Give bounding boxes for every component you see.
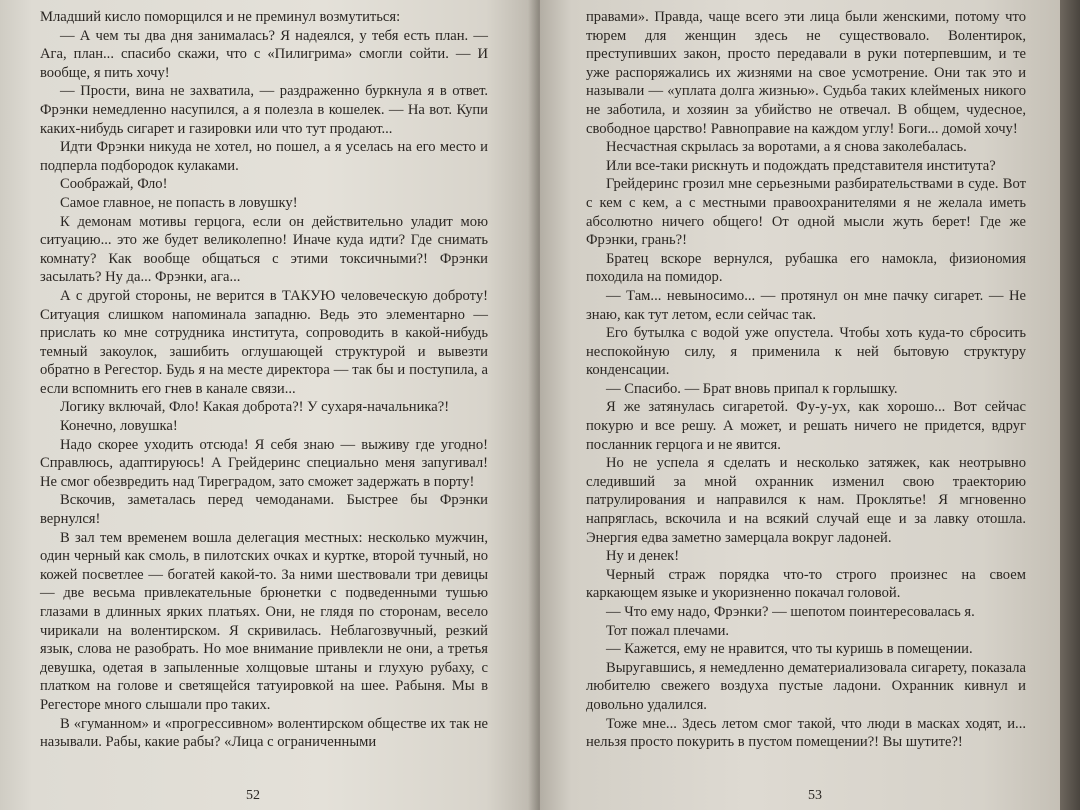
left-page-text [40,8,488,752]
paragraph: Выругавшись, я немедленно дематериализовала сигарету, показала любителю свежего воздуха пустые ладони. Охранник кивнул и довольно удалился. [586,659,1026,713]
paragraph: Конечно, ловушка! [60,418,178,435]
paragraph: Надо скорее уходить отсюда! Я себя знаю — выживу где угодно! Справлюсь, адаптируюсь! А Грейдеринс специально меня запугивал! Не смог обезвредить над Тиреградом, зато сможет задержать в порту! [40,436,488,490]
paragraph: К демонам мотивы герцога, если он действительно уладит мою ситуацию... это же будет великолепно! Иначе куда идти? Где снимать комнату? Как вообще общаться с этими токсичными?! Фрэнки засылать? Ну да... Фрэнки, ага... [40,213,488,286]
paragraph: — Прости, вина не захватила, — раздраженно буркнула я в ответ. Фрэнки немедленно насупился, а я полезла в кошелек. — На вот. Купи каких-нибудь сигарет и газировки или что тут продают... [40,83,488,137]
book-edge-shadow [1060,0,1080,810]
paragraph: Идти Фрэнки никуда не хотел, но пошел, а я уселась на его место и подперла подбородок кулаками. [40,139,488,174]
paragraph: Тот пожал плечами. [606,622,730,639]
paragraph: Ну и денек! [606,548,680,565]
paragraph: Черный страж порядка что-то строго произнес на своем каркающем языке и укоризненно покачал головой. [586,566,1026,602]
paragraph: Логику включай, Фло! Какая доброта?! У сухаря-начальника?! [60,399,450,416]
paragraph: Младший кисло поморщился и не преминул возмутиться: [40,9,401,25]
page-number: 53 [808,788,822,803]
paragraph: В «гуманном» и «прогрессивном» волентирском обществе их так не называли. Рабы, какие рабы? «Лица с ограниченными [40,715,488,751]
paragraph: — Кажется, ему не нравится, что ты куришь в помещении. [606,641,973,658]
paragraph: Грейдеринс грозил мне серьезными разбирательствами в суде. Вот с кем с кем, а с местными правоохранителями я не желала иметь абсолютно ничего общего! От одной мысли жуть берет! Где же Фрэнки, грань?! [586,176,1026,249]
paragraph: Я же затянулась сигаретой. Фу-у-ух, как хорошо... Вот сейчас покурю и все решу. А может, и решать ничего не придется, вдруг посланник герцога и не явится. [586,399,1026,453]
paragraph: Несчастная скрылась за воротами, а я снова заколебалась. [606,139,967,156]
paragraph: Или все-таки рискнуть и подождать представителя института? [606,157,996,174]
paragraph: Тоже мне... Здесь летом смог такой, что люди в масках ходят, и... нельзя просто покурить в пустом помещении?! Вы шутите?! [586,715,1026,751]
paragraph: Самое главное, не попасть в ловушку! [60,194,298,211]
paragraph: Но не успела я сделать и несколько затяжек, как неотрывно следивший за мной охранник изменил свою траекторию патрулирования и направился к нам. Проклятье! Я мгновенно напряглась, вскочила и на всякий случай еще и за лавку отошла. Энергия едва заметно замерцала вокруг ладоней. [586,455,1026,546]
right-page [540,0,1060,810]
paragraph: В зал тем временем вошла делегация местных: несколько мужчин, один черный как смоль, в пилотских очках и куртке, второй тучный, но кожей посветлее — богатей какой-то. За ними шествовали три девицы — две весьма привлекательные брюнетки с подведенными тушью глазами в длинных ярких платьях. Они, не глядя по сторонам, весело чирикали на волентирском. Я скривилась. Неблагозвучный, резкий язык, слова не разобрать. Но мое внимание привлекли не они, а третья девушка, одетая в запыленные холщовые штаны и глухую рубаху, с платком на голове и светящейся татуировкой на шее. Рабыня. Мы в Регесторе много слышали про таких. [40,529,488,713]
paragraph: Его бутылка с водой уже опустела. Чтобы хоть куда-то сбросить неспокойную силу, я применила к ней бытовую структуру конденсации. [586,325,1026,379]
paragraph: правами». Правда, чаще всего эти лица были женскими, потому что тюрем для женщин здесь не существовало. Волентирок, преступивших закон, просто передавали в руки потерпевшим, и те уже распоряжались их жизнями на свое усмотрение. Они так это и называли — «уплата долга жизнью». Судьба таких клейменых никого не заботила, и хозяин за убийство не отвечал. В общем, чудесное, свободное царство! Равноправие на каждом углу! Боги... домой хочу! [586,9,1026,137]
paragraph: Братец вскоре вернулся, рубашка его намокла, физиономия походила на помидор. [586,250,1026,286]
paragraph: — Что ему надо, Фрэнки? — шепотом поинтересовалась я. [606,604,975,620]
paragraph: Вскочив, заметалась перед чемоданами. Быстрее бы Фрэнки вернулся! [40,492,488,528]
page-number: 52 [246,788,260,803]
paragraph: А с другой стороны, не верится в ТАКУЮ человеческую доброту! Ситуация слишком напоминала западню. Ведь это элементарно — прислать ко мне сотрудника института, сопроводить в какой-нибудь темный закоулок, зашибить оглушающей структурой и вывезти обратно в Регестор. Будь я на месте директора — так бы и поступила, а если вспомнить его гнев в канале связи... [40,287,488,397]
paragraph: — Там... невыносимо... — протянул он мне пачку сигарет. — Не знаю, как тут летом, если сейчас так. [586,287,1026,323]
right-page-text [586,8,1026,752]
paragraph: — А чем ты два дня занималась? Я надеялся, у тебя есть план. — Ага, план... спасибо скажи, что с «Пилигрима» смогли сойти. — И вообще, я пить хочу! [40,27,488,81]
paragraph: Соображай, Фло! [60,176,168,193]
paragraph: — Спасибо. — Брат вновь припал к горлышку. [606,380,898,397]
